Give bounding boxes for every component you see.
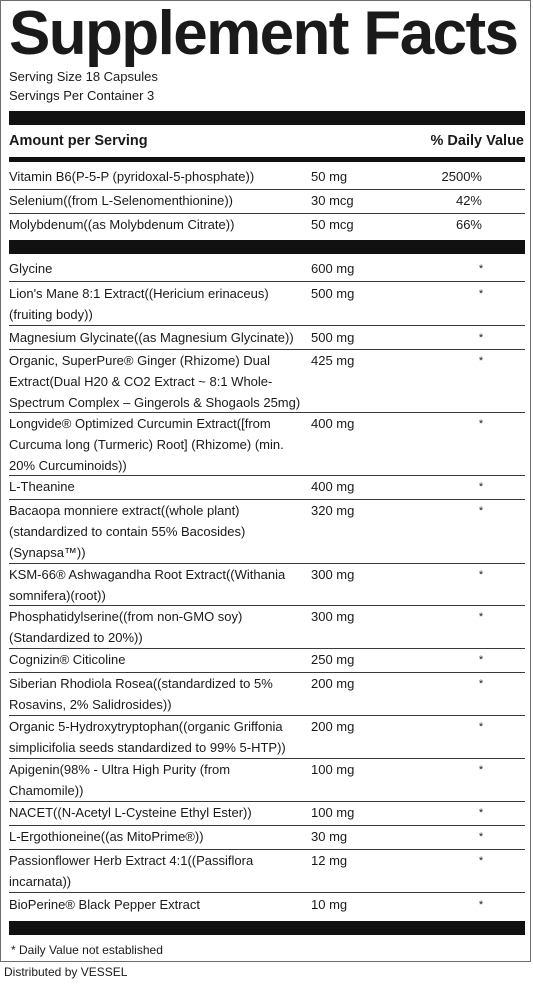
row-divider [9,758,525,759]
ingredient-amount: 300 mg [311,567,355,582]
daily-value-not-established-mark: * [478,569,484,581]
ingredient-amount: 10 mg [311,897,348,912]
distributor-line: Distributed by VESSEL [4,965,128,979]
daily-value-not-established-mark: * [478,505,484,517]
ingredient-amount: 12 mg [311,853,348,868]
ingredient-amount: 600 mg [311,261,355,276]
row-divider [9,605,525,606]
ingredient-name: NACET((N-Acetyl L-Cysteine Ethyl Ester)) [9,805,252,820]
ingredient-amount: 320 mg [311,503,355,518]
row-divider [9,475,525,476]
row-divider [9,801,525,802]
ingredient-amount: 425 mg [311,353,355,368]
row-divider [9,849,525,850]
daily-value-not-established-mark: * [478,678,484,690]
row-divider [9,189,525,190]
row-divider [9,325,525,326]
daily-value-not-established-mark: * [478,481,484,493]
daily-value-not-established-mark: * [478,764,484,776]
daily-value-header: % Daily Value [430,133,524,149]
nutrient-row [9,167,525,188]
row-divider [9,672,525,673]
ingredient-amount: 500 mg [311,286,355,301]
medium-divider [9,157,525,162]
nutrient-amount: 50 mg [311,169,348,184]
ingredient-amount: 200 mg [311,719,355,734]
ingredient-amount: 100 mg [311,805,355,820]
row-divider [9,349,525,350]
row-divider [9,213,525,214]
thick-divider-bottom [9,921,525,935]
nutrient-daily-value: 2500% [441,169,482,184]
nutrient-daily-value: 66% [455,217,482,232]
daily-value-not-established-mark: * [478,418,484,430]
daily-value-not-established-mark: * [478,263,484,275]
nutrient-name: Vitamin B6(P-5-P (pyridoxal-5-phosphate)) [9,169,255,184]
ingredient-name: KSM-66® Ashwagandha Root Extract((Withania somnifera)(root)) [9,567,286,603]
ingredient-amount: 100 mg [311,762,355,777]
row-divider [9,499,525,500]
amount-per-serving-header: Amount per Serving [9,133,148,149]
nutrient-row [9,215,525,236]
row-divider [9,563,525,564]
ingredient-name: Passionflower Herb Extract 4:1((Passiflora incarnata)) [9,853,254,889]
daily-value-not-established-mark: * [478,899,484,911]
nutrient-amount: 30 mcg [311,193,354,208]
ingredient-amount: 500 mg [311,330,355,345]
label-title: Supplement Facts [9,0,518,68]
daily-value-not-established-mark: * [478,831,484,843]
serving-size: Serving Size 18 Capsules [9,69,158,84]
nutrient-name: Selenium((from L-Selenomenthionine)) [9,193,233,208]
ingredient-name: Siberian Rhodiola Rosea((standardized to 5% Rosavins, 2% Salidrosides)) [9,676,273,712]
nutrient-amount: 50 mcg [311,217,354,232]
nutrient-daily-value: 42% [455,193,482,208]
ingredient-name: BioPerine® Black Pepper Extract [9,897,200,912]
row-divider [9,648,525,649]
ingredient-name: Longvide® Optimized Curcumin Extract([from Curcuma long (Turmeric) Root] (Rhizome) (min. 20% Curcuminoids)) [9,416,284,473]
daily-value-not-established-mark: * [478,355,484,367]
row-divider [9,715,525,716]
ingredient-name: Cognizin® Citicoline [9,652,126,667]
daily-value-footnote: * Daily Value not established [11,943,163,957]
daily-value-not-established-mark: * [478,855,484,867]
ingredient-amount: 250 mg [311,652,355,667]
thick-divider-top [9,111,525,125]
ingredient-name: Bacaopa monniere extract((whole plant) (standardized to contain 55% Bacosides) (Synapsa™)) [9,503,246,560]
ingredient-amount: 30 mg [311,829,348,844]
ingredient-amount: 200 mg [311,676,355,691]
ingredient-name: Organic, SuperPure® Ginger (Rhizome) Dual Extract(Dual H20 & CO2 Extract ~ 8:1 Whole-Spectrum Complex – Gingerols & Shogaols 25mg) [9,353,301,410]
ingredient-name: Phosphatidylserine((from non-GMO soy) (Standardized to 20%)) [9,609,243,645]
ingredient-name: Apigenin(98% - Ultra High Purity (from Chamomile)) [9,762,231,798]
ingredient-amount: 400 mg [311,416,355,431]
nutrient-name: Molybdenum((as Molybdenum Citrate)) [9,217,235,232]
ingredient-name: Organic 5-Hydroxytryptophan((organic Griffonia simplicifolia seeds standardized to 99% 5-HTP)) [9,719,286,755]
ingredient-name: Lion's Mane 8:1 Extract((Hericium erinaceus) (fruiting body)) [9,286,269,322]
daily-value-not-established-mark: * [478,288,484,300]
ingredient-name: Magnesium Glycinate((as Magnesium Glycinate)) [9,330,294,345]
ingredient-amount: 300 mg [311,609,355,624]
row-divider [9,281,525,282]
ingredient-name: L-Theanine [9,479,75,494]
ingredient-name: Glycine [9,261,53,276]
row-divider [9,412,525,413]
daily-value-not-established-mark: * [478,332,484,344]
daily-value-not-established-mark: * [478,654,484,666]
ingredient-name: L-Ergothioneine((as MitoPrime®)) [9,829,204,844]
daily-value-not-established-mark: * [478,721,484,733]
daily-value-not-established-mark: * [478,807,484,819]
ingredient-amount: 400 mg [311,479,355,494]
row-divider [9,825,525,826]
thick-divider-middle [9,240,525,254]
row-divider [9,892,525,893]
daily-value-not-established-mark: * [478,611,484,623]
servings-per-container: Servings Per Container 3 [9,88,155,103]
nutrient-row [9,191,525,212]
